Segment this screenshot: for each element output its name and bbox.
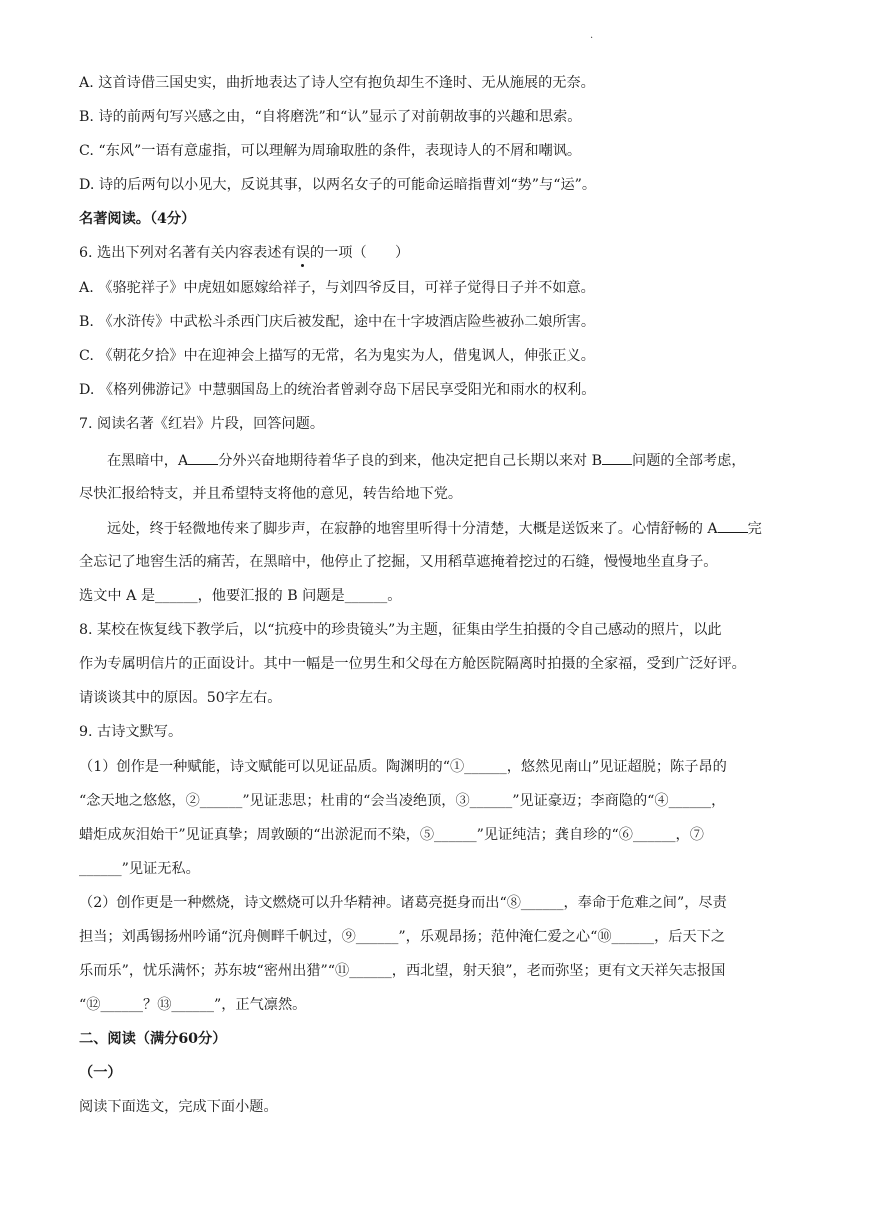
passage-text: 完	[747, 521, 762, 537]
passage-line-4: 全忘记了地窖生活的痛苦，在黑暗中，他停止了挖掘，又用稻草遮掩着挖过的石缝，慢慢地坐直身子。	[79, 554, 718, 570]
question-8-line-3: 请谈谈其中的原因。50字左右。	[79, 690, 282, 706]
subsection-heading-1: （一）	[79, 1065, 122, 1081]
question-8-line-2: 作为专属明信片的正面设计。其中一幅是一位男生和父母在方舱医院隔离时拍摄的全家福，受到广泛好评。	[79, 656, 746, 672]
question-7-blank: 选文中 A 是______，他要汇报的 B 问题是______。	[79, 588, 402, 604]
question-9-part2-line-1: （2）创作更是一种燃烧，诗文燃烧可以升华精神。诸葛亮挺身而出“⑧______，奉命于危难之间”，尽责	[79, 895, 727, 911]
question-9-part2-line-2: 担当；刘禹锡扬州吟诵“沉舟侧畔千帆过，⑨______”，乐观昂扬；范仲淹仁爱之心“⑩______，后天下之	[79, 929, 726, 945]
blank-underline	[188, 450, 218, 465]
question-9-part1-line-3: 蜡炬成灰泪始干”见证真挚；周敦颐的“出淤泥而不染，⑤______”见证纯洁；龚自珍的“⑥______，⑦	[79, 827, 704, 843]
passage-line-3	[107, 518, 762, 539]
question-9-part1-line-2: “念天地之悠悠，②______”见证悲思；杜甫的“会当凌绝顶，③______”见证豪迈；李商隐的“④______，	[79, 793, 726, 809]
passage-line-2: 尽快汇报给特支，并且希望特支将他的意见，转告给地下党。	[79, 486, 463, 502]
passage-text: 在黑暗中，A	[107, 453, 189, 469]
option-a-q5: A. 这首诗借三国史实，曲折地表达了诗人空有抱负却生不逢时、无从施展的无奈。	[79, 75, 595, 91]
emphasis-mark: 误	[295, 245, 310, 261]
passage-text: 问题的全部考虑，	[632, 453, 746, 469]
section-heading-classics: 名著阅读。（4分）	[79, 211, 196, 227]
option-b-q6: B. 《水浒传》中武松斗杀西门庆后被发配，途中在十字坡酒店险些被孙二娘所害。	[79, 314, 596, 330]
passage-line-1	[107, 450, 746, 471]
passage-text: 远处，终于轻微地传来了脚步声，在寂静的地窖里听得十分清楚，大概是送饭来了。心情舒畅的 A	[107, 521, 718, 537]
passage-text: 分外兴奋地期待着华子良的到来，他决定把自己长期以来对 B	[218, 453, 603, 469]
section-heading-reading: 二、阅读（满分60分）	[79, 1031, 227, 1047]
question-9-part1-line-4: ______”见证无私。	[79, 861, 200, 877]
question-9-part1-line-1: （1）创作是一种赋能，诗文赋能可以见证品质。陶渊明的“①______，悠然见南山”见证超脱；陈子昂的	[79, 759, 727, 775]
option-a-q6: A. 《骆驼祥子》中虎妞如愿嫁给祥子，与刘四爷反目，可祥子觉得日子并不如意。	[79, 280, 595, 296]
question-6-stem	[79, 243, 409, 263]
option-d-q5: D. 诗的后两句以小见大，反说其事，以两名女子的可能命运暗指曹刘“势”与“运”。	[79, 177, 597, 193]
option-b-q5: B. 诗的前两句写兴感之由，“自将磨洗”和“认”显示了对前朝故事的兴趣和思索。	[79, 109, 582, 125]
question-6-text-pre: 6. 选出下列对名著有关内容表述有	[79, 245, 296, 261]
question-9-part2-line-3: 乐而乐”，忧乐满怀；苏东坡“密州出猎”“⑪______，西北望，射天狼”，老而弥坚；更有文天祥矢志报国	[79, 963, 726, 979]
option-c-q6: C. 《朝花夕拾》中在迎神会上描写的无常，名为鬼实为人，借鬼讽人，伸张正义。	[79, 348, 595, 364]
question-9-stem: 9. 古诗文默写。	[79, 724, 183, 740]
question-7-stem: 7. 阅读名著《红岩》片段，回答问题。	[79, 416, 325, 432]
option-c-q5: C. “东风”一语有意虚指，可以理解为周瑜取胜的条件，表现诗人的不屑和嘲讽。	[79, 143, 582, 159]
question-6-text-post: 的一项（ ）	[309, 245, 410, 261]
option-d-q6: D. 《格列佛游记》中慧骃国岛上的统治者曾剥夺岛下居民享受阳光和雨水的权利。	[79, 382, 596, 398]
blank-underline	[602, 450, 632, 465]
blank-underline	[718, 518, 748, 533]
header-dot: .	[590, 30, 594, 41]
question-8-line-1: 8. 某校在恢复线下教学后，以“抗疫中的珍贵镜头”为主题，征集由学生拍摄的令自己感动的照片，以此	[79, 622, 722, 638]
reading-instruction: 阅读下面选文，完成下面小题。	[79, 1099, 278, 1115]
question-9-part2-line-4: “⑫______？⑬______”，正气凛然。	[79, 997, 307, 1013]
